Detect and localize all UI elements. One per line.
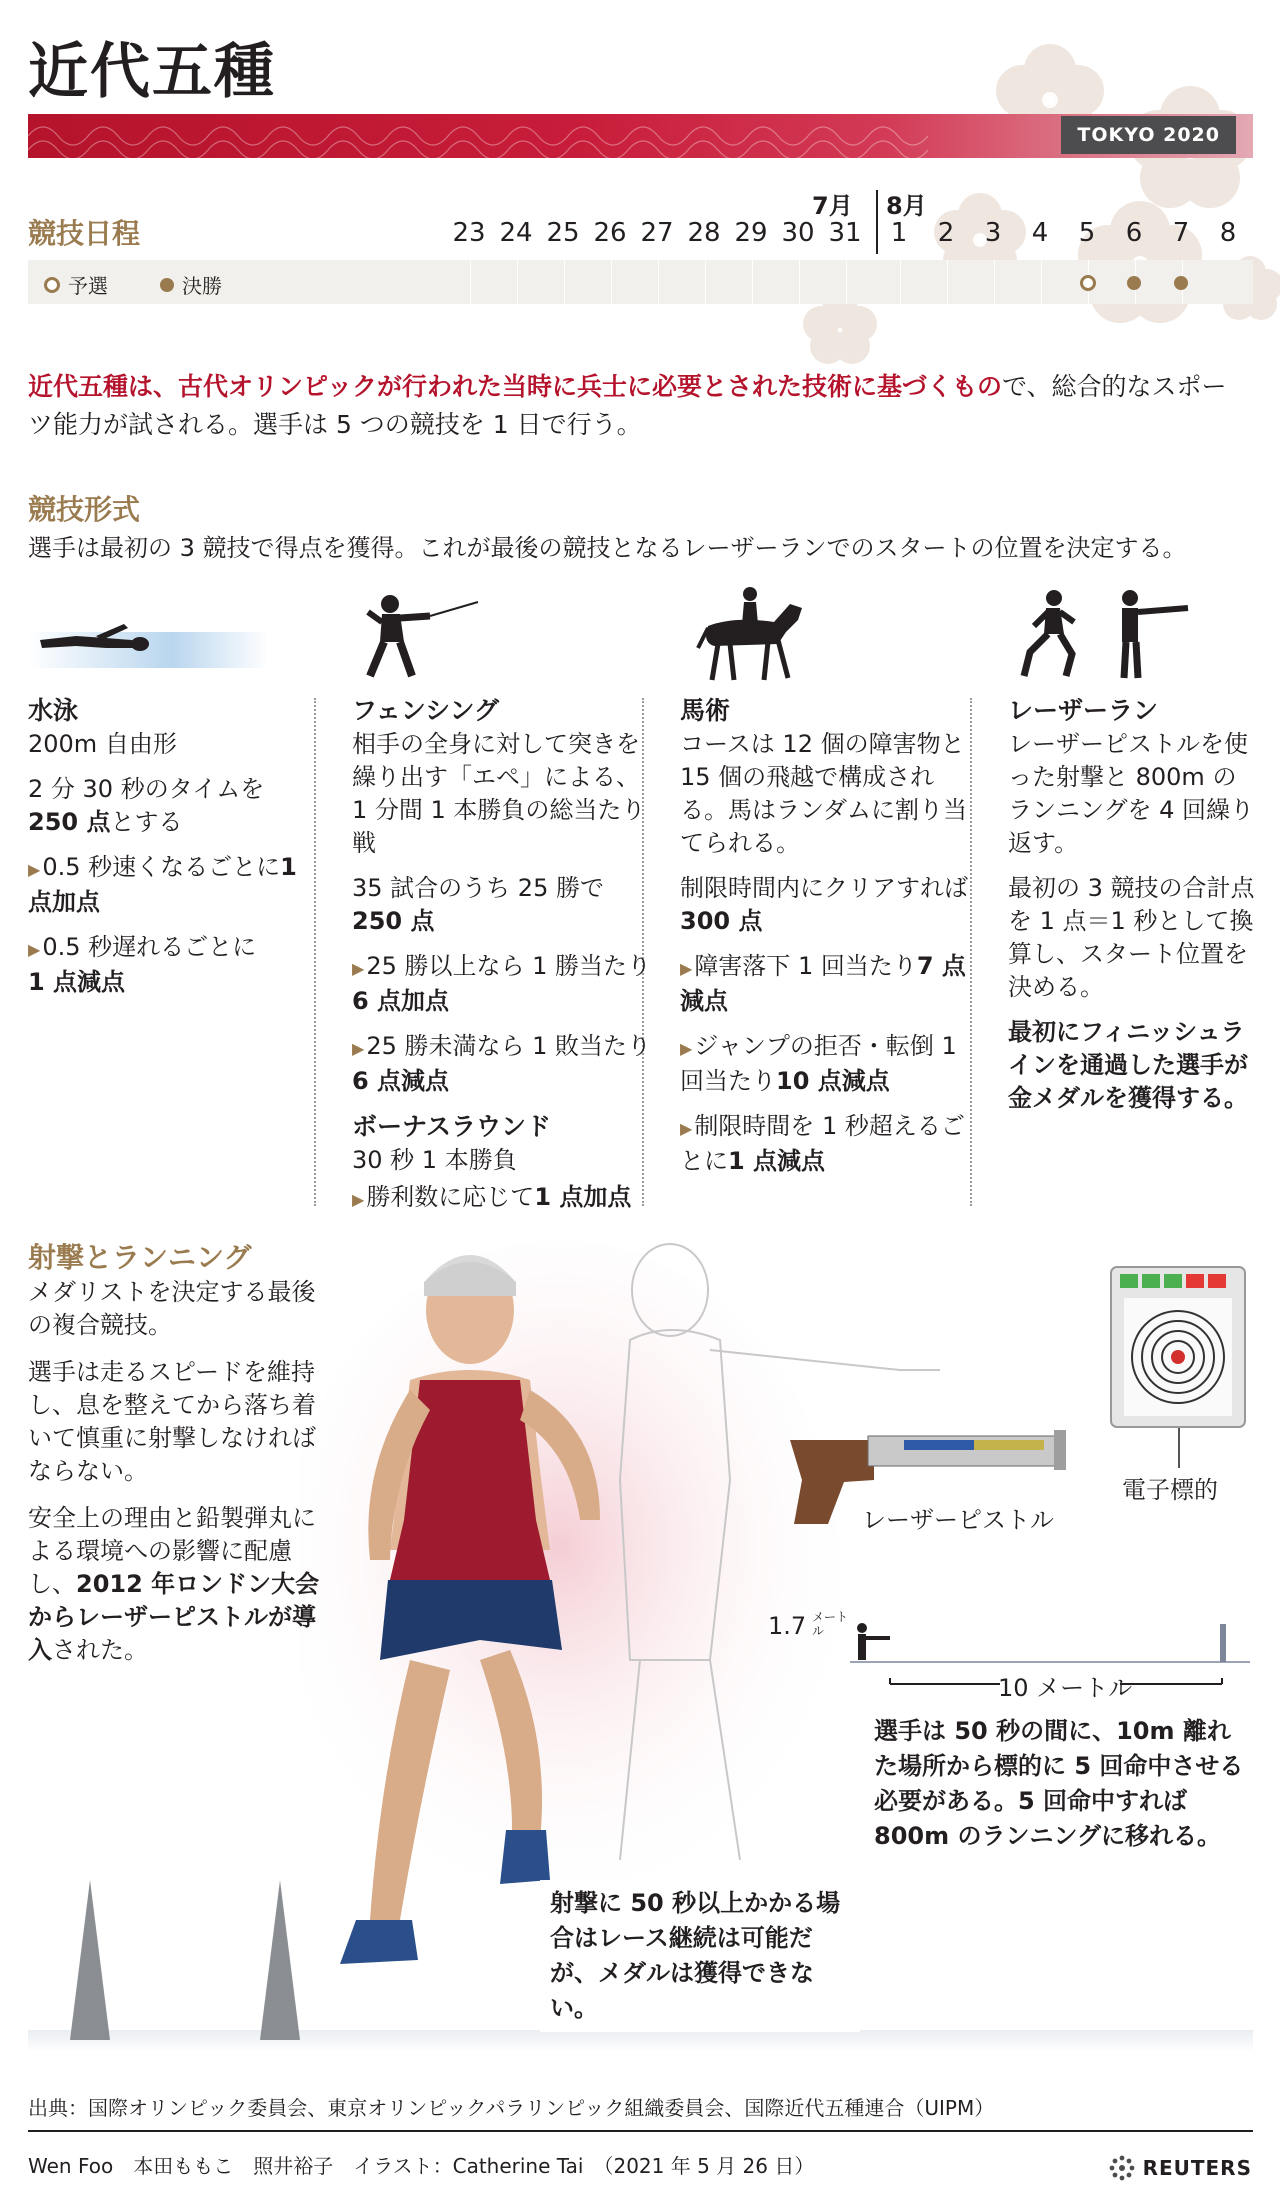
day-29: 29 [734, 218, 768, 248]
swim-rule-3a: 0.5 秒遅れるごとに [42, 933, 257, 961]
day-25: 25 [546, 218, 580, 248]
riding-rule-2a: 制限時間内にクリアすれば [680, 874, 968, 902]
grid-line [994, 260, 995, 304]
swim-rule-2b: 1 点加点 [28, 853, 297, 916]
swim-rule-2a: 0.5 秒速くなるごとに [42, 853, 281, 881]
grid-line [517, 260, 518, 304]
shooting-p2: 選手は走るスピードを維持し、息を整えてから落ち着いて慎重に射撃しなければならない。 [28, 1358, 316, 1485]
grid-line [900, 260, 901, 304]
month-july: 7月 [812, 192, 853, 220]
fencing-rule-2a: 35 試合のうち 25 勝で [352, 874, 604, 902]
day-5: 5 [1078, 218, 1096, 248]
bonus-round-sub: 30 秒 1 本勝負 [352, 1146, 517, 1174]
riding-title: 馬術 [680, 696, 731, 725]
horse-rider-icon [694, 586, 810, 682]
swim-subtitle: 200m 自由形 [28, 730, 177, 758]
day-31: 31 [828, 218, 862, 248]
legend-final-label: 決勝 [182, 274, 222, 298]
shooting-text [28, 1276, 328, 1681]
footer-divider [28, 2130, 1253, 2132]
laser-run-icon [1020, 590, 1190, 680]
grid-line [658, 260, 659, 304]
shooting-p3a: 安全上の理由と鉛製弾丸による環境への影響に配慮し、 [28, 1504, 316, 1598]
month-august: 8月 [886, 192, 927, 220]
fencing-rule-4b: 6 点減点 [352, 1067, 450, 1095]
height-value: 1.7 [768, 1612, 807, 1640]
source-text: 出典：国際オリンピック委員会、東京オリンピックパラリンピック組織委員会、国際近代五種連合（UIPM） [28, 2096, 995, 2120]
bullet-icon: ▶ [680, 1119, 693, 1138]
final-dot-icon [160, 278, 174, 292]
event-final-day7 [1174, 276, 1188, 290]
day-6: 6 [1125, 218, 1143, 248]
laser-run-desc: レーザーピストルを使った射撃と 800m のランニングを 4 回繰り返す。 [1008, 730, 1255, 857]
bonus-round-title: ボーナスラウンド [352, 1112, 552, 1141]
fencing-rule-5b: 1 点加点 [534, 1183, 632, 1211]
laser-run-column [1008, 694, 1258, 1127]
fencing-title: フェンシング [352, 696, 500, 725]
credits-text: Wen Foo 本田ももこ 照井裕子 イラスト：Catherine Tai （2021 年 5 月 26 日） [28, 2154, 815, 2178]
format-heading: 競技形式 [28, 493, 141, 526]
grid-line [752, 260, 753, 304]
riding-rule-2b: 300 点 [680, 907, 763, 935]
grid-line [705, 260, 706, 304]
medal-note: 射撃に 50 秒以上かかる場合はレース継続は可能だが、メダルは獲得できない。 [550, 1889, 841, 2022]
fencing-column [352, 694, 652, 1228]
fencing-rule-3a: 25 勝以上なら 1 勝当たり [366, 952, 652, 980]
fencer-icon [360, 592, 480, 678]
electronic-target-icon [1110, 1266, 1246, 1428]
event-final-day6 [1127, 276, 1141, 290]
distance-label: 10 メートル [998, 1674, 1133, 1702]
bullet-icon: ▶ [680, 959, 693, 978]
fencing-rule-5a: 勝利数に応じて [366, 1183, 535, 1211]
target-label: 電子標的 [1122, 1476, 1218, 1504]
medal-note-box [540, 1880, 860, 2032]
riding-column [680, 694, 980, 1190]
shooting-p3c: された。 [52, 1636, 148, 1664]
riding-rule-5b: 1 点減点 [728, 1147, 826, 1175]
legend-prelim [44, 270, 108, 299]
tokyo-2020-tag: TOKYO 2020 [1061, 116, 1236, 154]
shooting-p1: メダリストを決定する最後の複合競技。 [28, 1278, 316, 1339]
day-26: 26 [593, 218, 627, 248]
grid-line [947, 260, 948, 304]
day-23: 23 [452, 218, 486, 248]
day-7: 7 [1172, 218, 1190, 248]
day-1: 1 [890, 218, 908, 248]
riding-rule-5a: 制限時間を 1 秒超えるごとに [680, 1112, 965, 1175]
fencing-rule-4a: 25 勝未満なら 1 敗当たり [366, 1032, 652, 1060]
laser-run-rule-3: 最初にフィニッシュラインを通過した選手が金メダルを獲得する。 [1008, 1018, 1248, 1112]
day-30: 30 [781, 218, 815, 248]
day-24: 24 [499, 218, 533, 248]
prelim-dot-icon [44, 277, 60, 293]
day-2: 2 [937, 218, 955, 248]
bullet-icon: ▶ [28, 940, 41, 959]
legend-final [160, 270, 222, 299]
page-title: 近代五種 [28, 37, 276, 107]
grid-line [846, 260, 847, 304]
day-3: 3 [984, 218, 1002, 248]
day-27: 27 [640, 218, 674, 248]
grid-line [799, 260, 800, 304]
bullet-icon: ▶ [680, 1039, 693, 1058]
fencing-rule-2b: 250 点 [352, 907, 435, 935]
event-prelim-day5 [1080, 275, 1096, 291]
bullet-icon: ▶ [352, 1190, 365, 1209]
reuters-logo [1109, 2155, 1252, 2181]
cherry-blossom-decoration [720, 40, 1280, 370]
swim-title: 水泳 [28, 696, 79, 725]
swim-column [28, 694, 328, 1011]
swim-rule-1a: 2 分 30 秒のタイムを [28, 775, 265, 803]
day-8: 8 [1219, 218, 1237, 248]
riding-rule-3b: 7 点減点 [680, 952, 966, 1015]
laser-run-title: レーザーラン [1008, 696, 1159, 725]
intro-highlight: 近代五種は、古代オリンピックが行われた当時に兵士に必要とされた技術に基づくもの [28, 372, 1003, 401]
riding-desc: コースは 12 個の障害物と 15 個の飛越で構成される。馬はランダムに割り当てられる。 [680, 730, 968, 857]
pistol-label: レーザーピストル [862, 1506, 1054, 1534]
laser-run-rule-2: 最初の 3 競技の合計点を 1 点＝1 秒として換算し、スタート位置を決める。 [1008, 874, 1255, 1001]
track-cones [60, 1880, 320, 2040]
fencing-rule-3b: 6 点加点 [352, 987, 450, 1015]
height-unit: メートル [812, 1610, 849, 1638]
day-28: 28 [687, 218, 721, 248]
schedule-label: 競技日程 [28, 217, 141, 250]
bullet-icon: ▶ [352, 959, 365, 978]
brand-name: REUTERS [1142, 2156, 1252, 2180]
grid-line [564, 260, 565, 304]
legend-prelim-label: 予選 [68, 274, 108, 298]
swim-rule-3b: 1 点減点 [28, 968, 126, 996]
riding-rule-4b: 10 点減点 [776, 1067, 890, 1095]
intro-rest: で、総合的なスポーツ能力が試される。選手は 5 つの競技を 1 日で行う。 [28, 372, 1227, 439]
swim-rule-1b: 250 点 [28, 808, 111, 836]
shooting-rule-note: 選手は 50 秒の間に、10m 離れた場所から標的に 5 回命中させる必要がある。5 回命中すれば 800m のランニングに移れる。 [874, 1717, 1244, 1850]
format-description: 選手は最初の 3 競技で得点を獲得。これが最後の競技となるレーザーランでのスタートの位置を決定する。 [28, 534, 1187, 562]
riding-rule-3a: 障害落下 1 回当たり [694, 952, 917, 980]
swimmer-icon [36, 618, 156, 662]
target-pointer-line [1178, 1428, 1180, 1468]
swim-rule-1c: とする [110, 808, 183, 836]
grid-line [611, 260, 612, 304]
fencing-desc: 相手の全身に対して突きを繰り出す「エペ」による、1 分間 1 本勝負の総当たり戦 [352, 730, 646, 857]
riding-rule-4a: ジャンプの拒否・転倒 1 回当たり [680, 1032, 957, 1095]
shooting-heading: 射撃とランニング [28, 1241, 252, 1274]
bullet-icon: ▶ [352, 1039, 365, 1058]
shooting-p3b: 2012 年ロンドン大会からレーザーピストルが導入 [28, 1570, 320, 1664]
reuters-dots-icon [1109, 2155, 1135, 2181]
intro-text [28, 368, 1248, 444]
bullet-icon: ▶ [28, 860, 41, 879]
day-4: 4 [1031, 218, 1049, 248]
grid-line [470, 260, 471, 304]
grid-line [1041, 260, 1042, 304]
